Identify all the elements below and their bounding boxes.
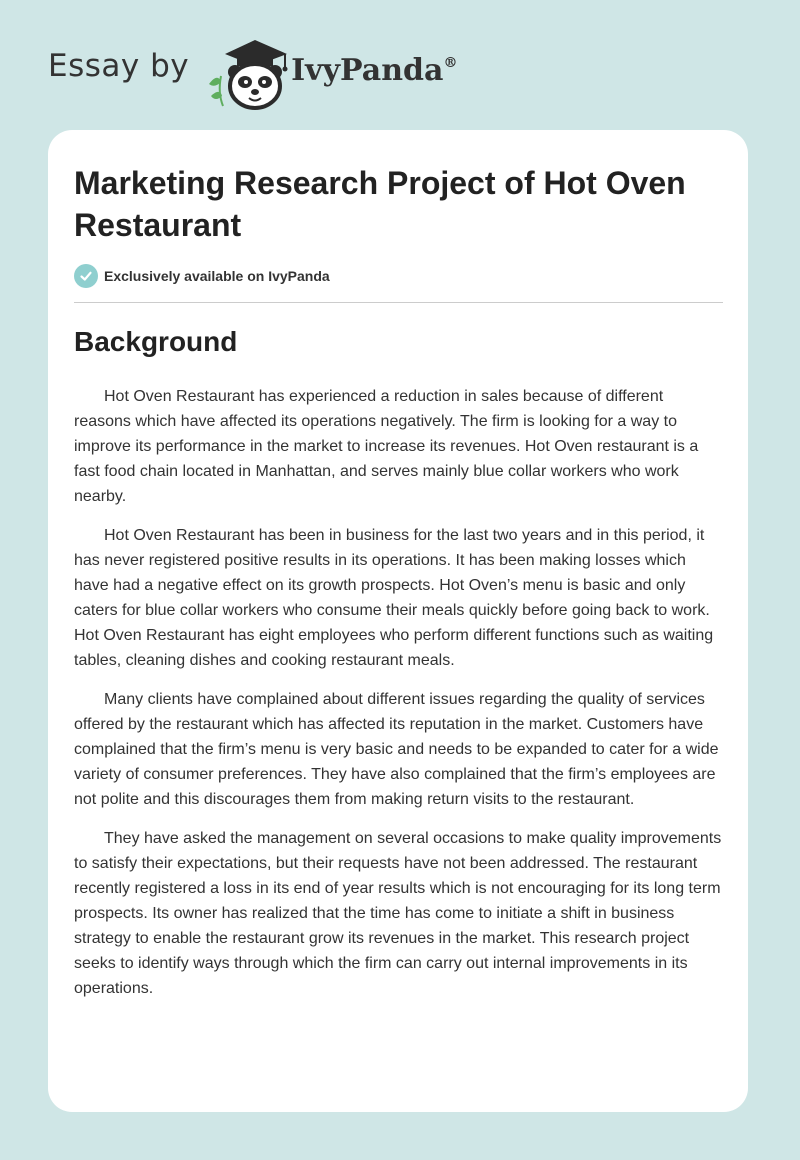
paragraph: Many clients have complained about different issues regarding the quality of services offered by the restaurant which has affected its reputation in the market. Customers have complained that the firm’s menu is very basic and needs to be expanded to cater for a wide variety of consumer preferences. They have also complained that the firm’s employees are not polite and this discourages them from making return visits to the restaurant. [74,691,719,808]
ivypanda-logo-icon[interactable] [205,32,295,112]
section-heading: Background [74,326,238,357]
page-title: Marketing Research Project of Hot Oven Restaurant [74,165,686,243]
site-header [48,32,457,112]
paragraph: Hot Oven Restaurant has experienced a reduction in sales because of different reasons which have affected its operations negatively. The firm is looking for a way to improve its performance in the market to increase its revenues. Hot Oven restaurant is a fast food chain located in Manhattan, and serves mainly blue collar workers who work nearby. [74,388,699,505]
brand-label: IvyPanda [291,52,444,88]
exclusive-badge [74,264,330,288]
check-icon [74,264,98,288]
brand-name[interactable] [291,53,457,88]
paragraph: Hot Oven Restaurant has been in business for the last two years and in this period, it has never registered positive results in its operations. It has been making losses which have had a negative effect on its growth prospects. Hot Oven’s menu is basic and only caters for blue collar workers who consume their meals quickly before going back to work. Hot Oven Restaurant has eight employees who perform different functions such as waiting tables, cleaning dishes and cooking restaurant meals. [74,527,714,669]
article-card [48,130,748,1112]
exclusive-label: Exclusively available on IvyPanda [104,268,330,284]
paragraph: They have asked the management on several occasions to make quality improvements to satisfy their expectations, but their requests have not been addressed. The restaurant recently registered a loss in its end of year results which is not encouraging for its long term prospects. Its owner has realized that the time has come to initiate a shift in business strategy to enable the restaurant grow its revenues in the market. This research project seeks to identify ways through which the firm can carry out internal improvements in its operations. [74,830,722,997]
article-body [74,384,724,1015]
registered-mark: ® [443,54,458,71]
divider [74,302,723,303]
essay-by-label: Essay by [48,48,190,84]
